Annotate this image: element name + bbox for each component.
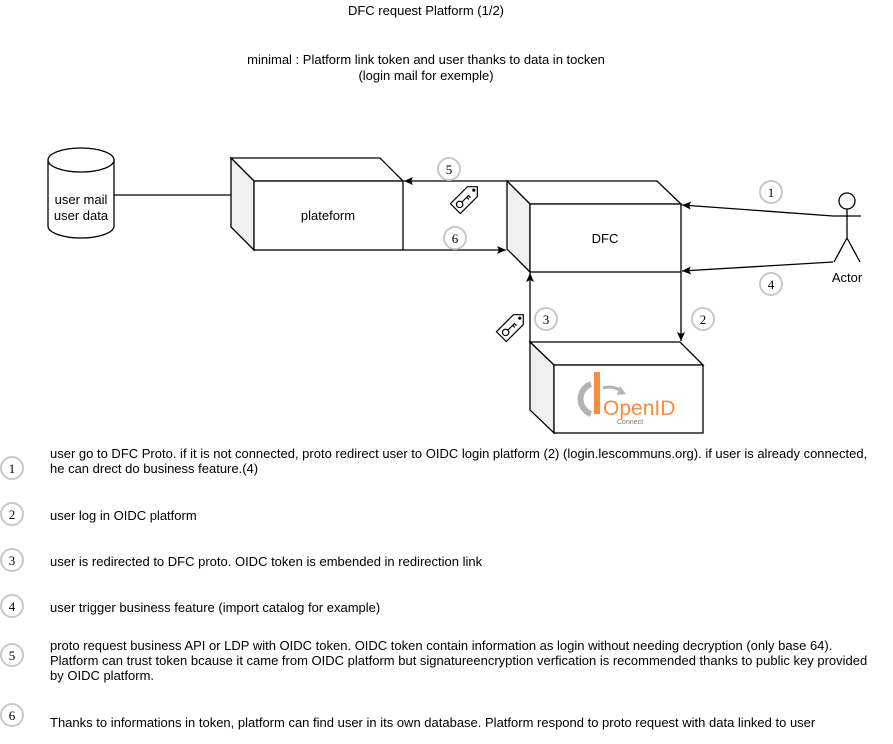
- svg-text:4: 4: [8, 599, 16, 614]
- legend-marker-4: [1, 595, 23, 617]
- svg-text:4: 4: [767, 277, 775, 292]
- arrow-actor-business: [682, 262, 833, 271]
- key-tag-icon: [450, 182, 482, 214]
- step-marker-3: [535, 308, 557, 330]
- diagram-title: DFC request Platform (1/2): [347, 3, 505, 18]
- key-tag-icon: [496, 310, 528, 342]
- legend-text-5: proto request business API or LDP with OIDC token. OIDC token contain information as login without needing decryption (only base 64). Platform can trust token bcause it came from OIDC platform but signatureencryption verfication is recommended thanks to public key provided by OIDC platform.: [50, 638, 868, 683]
- legend-marker-2: [1, 503, 23, 525]
- svg-text:2: 2: [699, 312, 707, 327]
- actor-label: Actor: [831, 270, 863, 285]
- legend-text-2: user log in OIDC platform: [50, 508, 197, 523]
- dfc-box[interactable]: [507, 181, 681, 272]
- svg-text:5: 5: [8, 648, 16, 663]
- svg-text:1: 1: [767, 185, 775, 200]
- legend-text-6: Thanks to informations in token, platform can find user in its own database. Platform respond to proto request with data linked to user: [50, 715, 816, 730]
- svg-text:6: 6: [8, 708, 16, 723]
- diagram-subtitle: minimal : Platform link token and user thanks to data in tocken: [247, 52, 605, 67]
- legend-text-1: user go to DFC Proto. if it is not connected, proto redirect user to OIDC login platform (2) (login.lescommuns.org). if user is already connected, he can drect do business feature.(4): [50, 446, 868, 476]
- platform-label: plateform: [300, 208, 356, 223]
- svg-text:3: 3: [542, 312, 550, 327]
- openid-logo-text: OpenID: [603, 397, 676, 420]
- database-label-mail: user mail: [54, 192, 108, 207]
- legend-marker-1: [1, 457, 23, 479]
- legend-text-4: user trigger business feature (import catalog for example): [50, 600, 381, 615]
- step-marker-2: [692, 308, 714, 330]
- platform-box[interactable]: [231, 158, 403, 250]
- svg-text:2: 2: [8, 507, 16, 522]
- step-marker-1: [760, 181, 782, 203]
- diagram-subtitle-2: (login mail for exemple): [358, 68, 494, 83]
- step-marker-5: [438, 158, 460, 180]
- svg-text:5: 5: [445, 162, 453, 177]
- openid-box[interactable]: [530, 342, 703, 433]
- svg-text:6: 6: [451, 231, 459, 246]
- arrow-actor-to-dfc: [682, 205, 833, 216]
- legend-marker-6: [1, 704, 23, 726]
- actor-figure[interactable]: [832, 193, 863, 285]
- legend-marker-3: [1, 549, 23, 571]
- dfc-label: DFC: [591, 231, 619, 246]
- step-marker-6: [444, 227, 466, 249]
- openid-logo-subtext: Connect: [617, 419, 644, 426]
- step-marker-4: [760, 273, 782, 295]
- svg-text:3: 3: [8, 553, 16, 568]
- database-cylinder[interactable]: [48, 148, 114, 238]
- svg-text:1: 1: [8, 461, 16, 476]
- legend-marker-5: [1, 644, 23, 666]
- legend-text-3: user is redirected to DFC proto. OIDC token is embended in redirection link: [50, 554, 483, 569]
- database-label-data: user data: [53, 208, 109, 223]
